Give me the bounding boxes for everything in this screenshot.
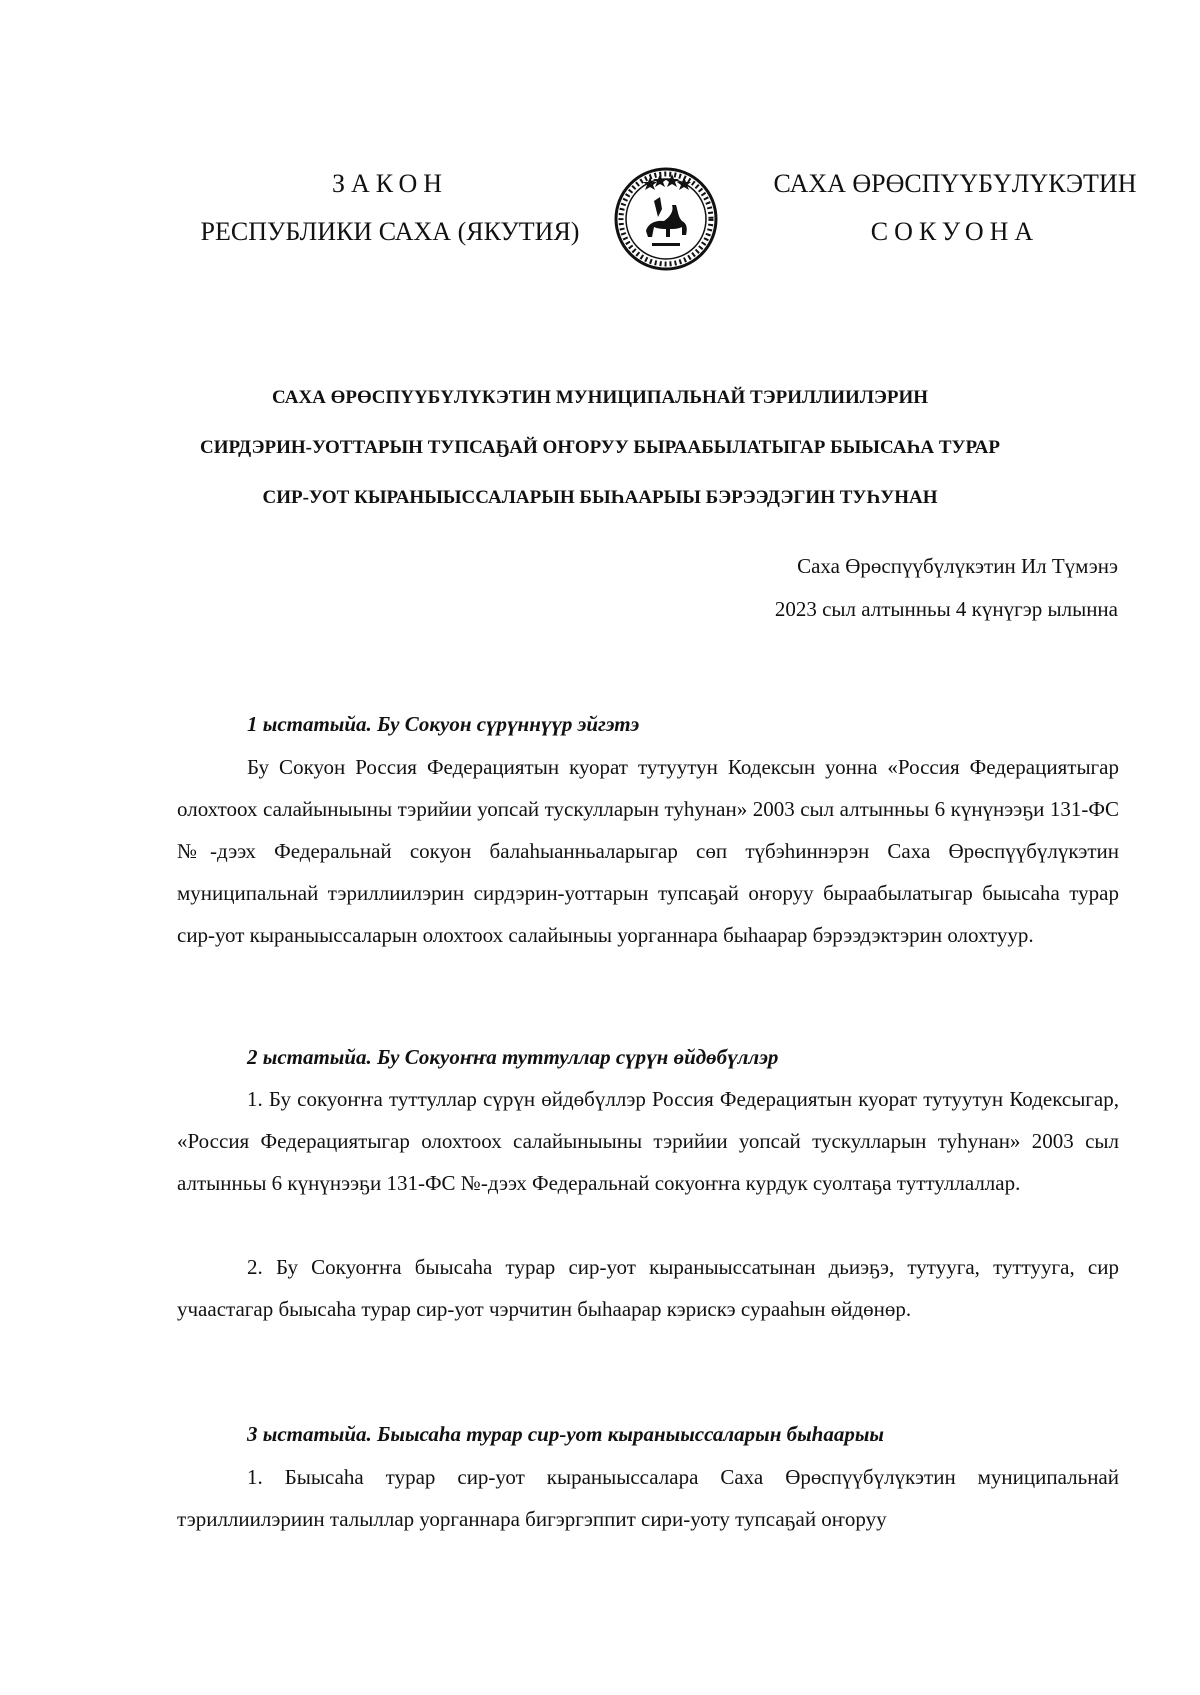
adoption-note xyxy=(775,545,1118,631)
republic-name-sakha: САХА ӨРӨСПҮҮБҮЛҮКЭТИН xyxy=(773,169,1137,198)
law-header-sakha xyxy=(770,160,1140,256)
law-label-russian: ЗАКОН xyxy=(331,169,449,198)
article-3-heading: 3 ыстатыйа. Быысаһа турар сир-уот кыраныыссаларын быһаарыы xyxy=(247,1422,884,1446)
republic-name-russian: РЕСПУБЛИКИ САХА (ЯКУТИЯ) xyxy=(200,217,580,246)
article-1-heading: 1 ыстатыйа. Бу Сокуон сүрүннүүр эйгэтэ xyxy=(247,712,640,736)
law-title xyxy=(200,373,1000,523)
article-3-paragraph-1: 1. Быысаһа турар сир-уот кыраныыссалара Саха Өрөспүүбүлүкэтин муниципальнай тэриллиилэриин талыллар уорганнара бигэргэппит сири-уоту тупсаҕай оҥоруу xyxy=(177,1465,1119,1531)
law-header-russian xyxy=(180,160,600,256)
article-2-paragraph-2: 2. Бу Сокуоҥҥа быысаһа турар сир-уот кыраныыссатынан дьиэҕэ, тутууга, туттууга, сир учаастагар быысаһа турар сир-уот чэрчитин быһаарар кэрискэ сурааһын өйдөнөр. xyxy=(177,1255,1119,1321)
adoption-body: Саха Өрөспүүбүлүкэтин Ил Түмэнэ xyxy=(797,554,1118,578)
law-title-line-1: САХА ӨРӨСПҮҮБҮЛҮКЭТИН МУНИЦИПАЛЬНАЙ ТЭРИЛЛИИЛЭРИН xyxy=(271,387,929,408)
article-1-paragraph: Бу Сокуон Россия Федерациятын куорат тутуутун Кодексын уонна «Россия Федерациятыгар олохтоох салайыныыны тэрийии уопсай тускулларын туһунан» 2003 сыл алтынньы 6 күнүнээҕи 131-ФС №-дээх Федеральнай сокуон балаһыанньаларыгар сөп түбэһиннэрэн Саха Өрөспүүбүлүкэтин муниципальнай тэриллиилэрин сирдэрин-уоттарын тупсаҕай оҥоруу быраабылатыгар быысаһа турар сир-уот кыраныыссаларын олохтоох салайыныы уорганнара быһаарар бэрээдэктэрин олохтуур. xyxy=(177,755,1119,947)
adoption-date: 2023 сыл алтынньы 4 күнүгэр ылынна xyxy=(774,597,1118,621)
article-2-heading: 2 ыстатыйа. Бу Сокуоҥҥа туттуллар сүрүн өйдөбүллэр xyxy=(247,1045,779,1069)
law-title-line-2: СИРДЭРИН-УОТТАРЫН ТУПСАҔАЙ ОҤОРУУ БЫРААБЫЛАТЫГАР БЫЫСАҺА ТУРАР xyxy=(200,437,1000,458)
law-label-sakha: СОКУОНА xyxy=(870,217,1040,246)
law-title-line-3: СИР-УОТ КЫРАНЫЫССАЛАРЫН БЫҺААРЫЫ БЭРЭЭДЭГИН ТУҺУНАН xyxy=(262,487,938,508)
article-2-paragraph-1: 1. Бу сокуоҥҥа туттуллар сүрүн өйдөбүллэр Россия Федерациятын куорат тутуутун Кодексыгар, «Россия Федерациятыгар олохтоох салайыныыны тэрийии уопсай тускулларын туһунан» 2003 сыл алтынньы 6 күнүнээҕи 131-ФС №-дээх Федеральнай сокуоҥҥа курдук суолтаҕа туттуллаллар. xyxy=(177,1087,1119,1195)
coat-of-arms-emblem-icon xyxy=(612,165,720,273)
